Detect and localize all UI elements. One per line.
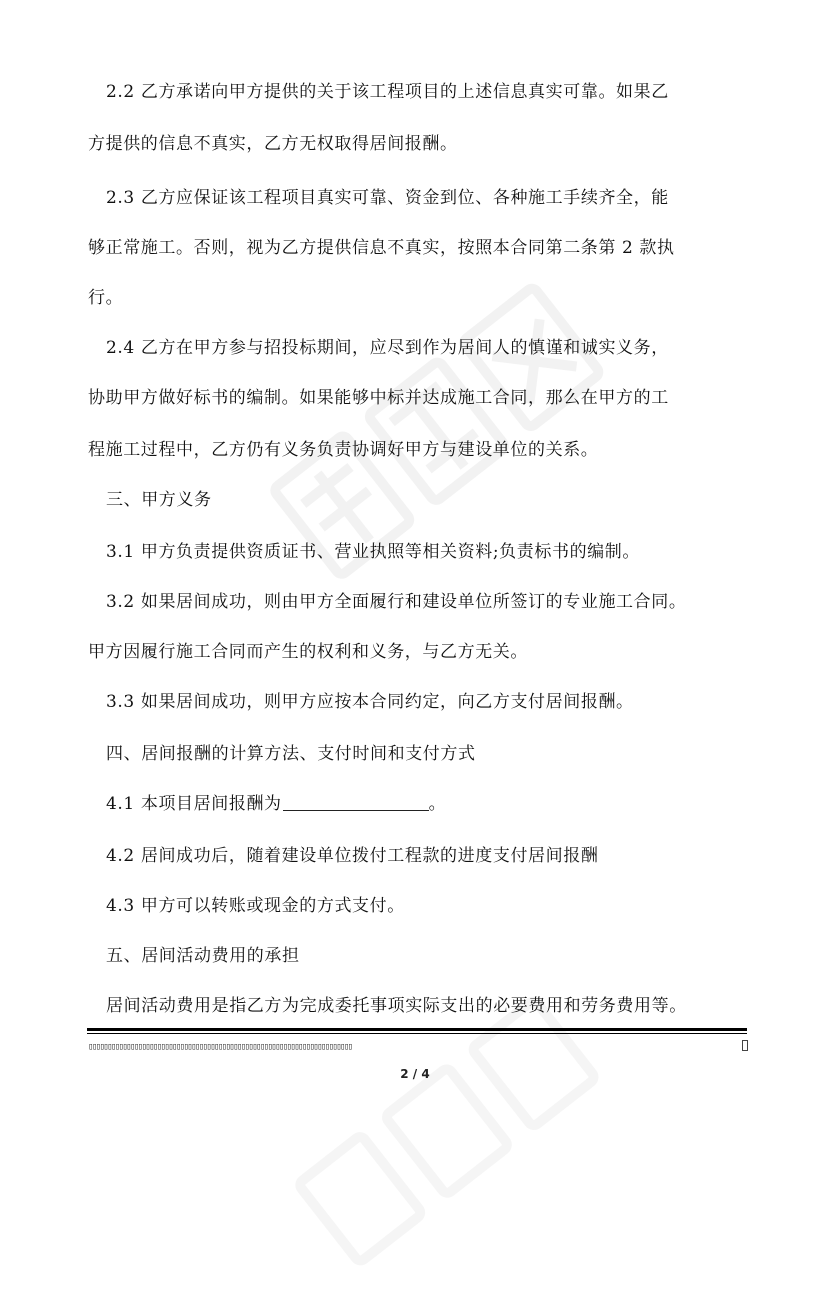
clause-4-3: 4.3 甲方可以转账或现金的方式支付。 (106, 896, 405, 916)
clause-2-2-line-2: 方提供的信息不真实，乙方无权取得居间报酬。 (88, 134, 458, 154)
clause-4-1-text: 4.1 本项目居间报酬为 (106, 794, 282, 814)
fee-blank-field[interactable] (283, 793, 429, 811)
section-5-heading: 五、居间活动费用的承担 (106, 946, 300, 966)
clause-2-4-line-1: 2.4 乙方在甲方参与招投标期间，应尽到作为居间人的慎谨和诚实义务， (106, 338, 669, 358)
footer-rule-thick (87, 1028, 747, 1031)
clause-2-3-line-3: 行。 (88, 288, 124, 308)
clause-4-2: 4.2 居间成功后，随着建设单位拨付工程款的进度支付居间报酬 (106, 846, 599, 866)
footer-left-text: ▯▯▯▯▯▯▯▯▯▯▯▯▯▯▯▯▯▯▯▯▯▯▯▯▯▯▯▯▯▯▯▯▯▯▯▯▯▯▯▯▯▯▯▯▯▯▯▯▯▯▯▯▯▯▯▯▯▯▯▯▯▯▯▯▯▯▯▯▯ (88, 1042, 352, 1052)
clause-3-3: 3.3 如果居间成功，则甲方应按本合同约定，向乙方支付居间报酬。 (106, 692, 634, 712)
clause-4-1 (106, 792, 446, 816)
clause-2-4-line-3: 程施工过程中，乙方仍有义务负责协调好甲方与建设单位的关系。 (88, 440, 599, 460)
section-4-heading: 四、居间报酬的计算方法、支付时间和支付方式 (106, 744, 476, 764)
clause-3-2-line-2: 甲方因履行施工合同而产生的权利和义务，与乙方无关。 (88, 642, 528, 662)
clause-2-4-line-2: 协助甲方做好标书的编制。如果能够中标并达成施工合同，那么在甲方的工 (88, 388, 669, 408)
clause-2-2-line-1: 2.2 乙方承诺向甲方提供的关于该工程项目的上述信息真实可靠。如果乙 (106, 82, 669, 102)
clause-2-3-line-1: 2.3 乙方应保证该工程项目真实可靠、资金到位、各种施工手续齐全，能 (106, 188, 669, 208)
page-number: 2 / 4 (400, 1067, 430, 1081)
clause-4-1-suffix: 。 (428, 794, 447, 814)
clause-2-3-line-2: 够正常施工。否则，视为乙方提供信息不真实，按照本合同第二条第 2 款执 (88, 238, 675, 258)
watermark-logo-bottom (278, 977, 623, 1292)
footer-rule-thin (87, 1033, 747, 1034)
section-5-body: 居间活动费用是指乙方为完成委托事项实际支出的必要费用和劳务费用等。 (106, 996, 687, 1016)
footer-right-glyph (742, 1040, 748, 1051)
section-3-heading: 三、甲方义务 (106, 490, 212, 510)
clause-3-1: 3.1 甲方负责提供资质证书、营业执照等相关资料;负责标书的编制。 (106, 542, 640, 562)
clause-3-2-line-1: 3.2 如果居间成功，则由甲方全面履行和建设单位所签订的专业施工合同。 (106, 592, 687, 612)
